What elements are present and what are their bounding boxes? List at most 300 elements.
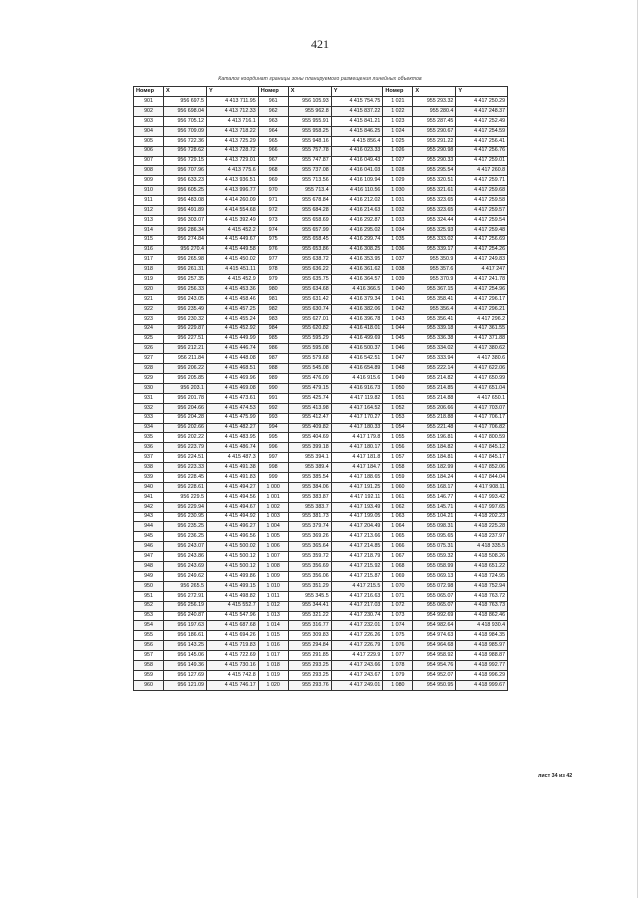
point-number: 930: [134, 384, 164, 394]
coord-y: 4 417 380.62: [456, 344, 508, 354]
coord-x: 955 678.84: [288, 196, 331, 206]
table-row: [134, 116, 508, 126]
coord-x: 956 729.15: [164, 156, 207, 166]
coord-y: 4 415 500.02: [207, 542, 259, 552]
point-number: 1 036: [383, 245, 413, 255]
coord-x: 955 334.02: [413, 344, 456, 354]
coord-y: 4 417 215.5: [331, 581, 383, 591]
coord-y: 4 416 308.25: [331, 245, 383, 255]
coord-y: 4 416 382.06: [331, 304, 383, 314]
coord-x: 956 230.32: [164, 314, 207, 324]
point-number: 961: [258, 97, 288, 107]
table-row: [134, 502, 508, 512]
point-number: 971: [258, 196, 288, 206]
coord-x: 956 256.19: [164, 601, 207, 611]
coord-y: 4 417 256.41: [456, 136, 508, 146]
coord-y: 4 418 985.97: [456, 641, 508, 651]
coord-y: 4 415 483.95: [207, 433, 259, 443]
coord-y: 4 415 453.36: [207, 285, 259, 295]
table-row: [134, 97, 508, 107]
coord-x: 955 344.41: [288, 601, 331, 611]
coord-y: 4 415 494.56: [207, 492, 259, 502]
coord-y: 4 417 622.06: [456, 364, 508, 374]
coord-x: 956 201.78: [164, 393, 207, 403]
coord-y: 4 417 254.96: [456, 285, 508, 295]
point-number: 977: [258, 255, 288, 265]
point-number: 1 000: [258, 482, 288, 492]
coord-y: 4 417 193.49: [331, 502, 383, 512]
coord-x: 956 243.07: [164, 542, 207, 552]
coord-x: 956 223.79: [164, 443, 207, 453]
coord-x: 955 381.73: [288, 512, 331, 522]
point-number: 978: [258, 265, 288, 275]
coord-y: 4 416 379.34: [331, 295, 383, 305]
coord-x: 956 286.34: [164, 225, 207, 235]
point-number: 918: [134, 265, 164, 275]
point-number: 1 079: [383, 670, 413, 680]
point-number: 974: [258, 225, 288, 235]
coord-y: 4 413 936.51: [207, 176, 259, 186]
table-row: [134, 265, 508, 275]
coord-y: 4 413 729.01: [207, 156, 259, 166]
coord-y: 4 417 651.04: [456, 384, 508, 394]
table-row: [134, 601, 508, 611]
table-caption: Каталог координат границы зоны планируемого размещения линейных объектов: [218, 76, 422, 82]
point-number: 1 063: [383, 512, 413, 522]
table-row: [134, 156, 508, 166]
point-number: 953: [134, 611, 164, 621]
point-number: 1 060: [383, 482, 413, 492]
coord-y: 4 415 500.12: [207, 552, 259, 562]
point-number: 1 054: [383, 423, 413, 433]
table-row: [134, 651, 508, 661]
coord-y: 4 415 487.3: [207, 453, 259, 463]
table-row: [134, 571, 508, 581]
table-row: [134, 453, 508, 463]
point-number: 923: [134, 314, 164, 324]
point-number: 999: [258, 473, 288, 483]
header-number: Номер: [134, 87, 164, 97]
point-number: 916: [134, 245, 164, 255]
table-row: [134, 205, 508, 215]
table-row: [134, 403, 508, 413]
point-number: 1 033: [383, 215, 413, 225]
coord-x: 956 256.33: [164, 285, 207, 295]
coord-y: 4 417 650.99: [456, 374, 508, 384]
coord-x: 955 290.33: [413, 156, 456, 166]
point-number: 946: [134, 542, 164, 552]
table-row: [134, 166, 508, 176]
coord-x: 955 316.77: [288, 621, 331, 631]
coord-y: 4 417 217.03: [331, 601, 383, 611]
point-number: 1 022: [383, 107, 413, 117]
coord-y: 4 415 496.27: [207, 522, 259, 532]
coord-x: 955 309.83: [288, 631, 331, 641]
table-row: [134, 562, 508, 572]
table-row: [134, 552, 508, 562]
coord-y: 4 415 694.26: [207, 631, 259, 641]
scan-edge-line: [637, 0, 638, 898]
coord-y: 4 418 724.95: [456, 571, 508, 581]
coord-y: 4 417 191.25: [331, 482, 383, 492]
coord-x: 955 684.28: [288, 205, 331, 215]
coord-y: 4 417 216.63: [331, 591, 383, 601]
coord-y: 4 413 712.33: [207, 107, 259, 117]
coord-y: 4 417 703.07: [456, 403, 508, 413]
point-number: 1 007: [258, 552, 288, 562]
point-number: 986: [258, 344, 288, 354]
point-number: 919: [134, 275, 164, 285]
table-row: [134, 413, 508, 423]
point-number: 1 012: [258, 601, 288, 611]
coord-x: 955 634.68: [288, 285, 331, 295]
point-number: 1 046: [383, 344, 413, 354]
coord-x: 955 098.31: [413, 522, 456, 532]
point-number: 990: [258, 384, 288, 394]
point-number: 1 057: [383, 453, 413, 463]
point-number: 941: [134, 492, 164, 502]
coord-x: 955 339.17: [413, 245, 456, 255]
table-header-row: [134, 87, 508, 97]
point-number: 1 005: [258, 532, 288, 542]
point-number: 967: [258, 156, 288, 166]
point-number: 966: [258, 146, 288, 156]
point-number: 992: [258, 403, 288, 413]
point-number: 1 059: [383, 473, 413, 483]
coord-y: 4 417 256.76: [456, 146, 508, 156]
point-number: 957: [134, 651, 164, 661]
coord-x: 956 270.4: [164, 245, 207, 255]
coord-y: 4 417 232.01: [331, 621, 383, 631]
point-number: 901: [134, 97, 164, 107]
coord-y: 4 416 212.02: [331, 196, 383, 206]
point-number: 1 075: [383, 631, 413, 641]
table-row: [134, 215, 508, 225]
coord-y: 4 413 716.1: [207, 116, 259, 126]
coord-y: 4 417 371.88: [456, 334, 508, 344]
coord-x: 955 357.6: [413, 265, 456, 275]
coord-y: 4 415 687.68: [207, 621, 259, 631]
coord-x: 954 950.95: [413, 680, 456, 690]
coord-y: 4 417 215.92: [331, 562, 383, 572]
coord-y: 4 418 763.72: [456, 591, 508, 601]
coord-x: 956 105.93: [288, 97, 331, 107]
coord-x: 955 321.22: [288, 611, 331, 621]
coord-x: 956 483.08: [164, 196, 207, 206]
point-number: 1 080: [383, 680, 413, 690]
coord-x: 955 365.64: [288, 542, 331, 552]
point-number: 1 041: [383, 295, 413, 305]
coord-x: 955 345.5: [288, 591, 331, 601]
point-number: 937: [134, 453, 164, 463]
coord-y: 4 418 999.67: [456, 680, 508, 690]
point-number: 964: [258, 126, 288, 136]
sheet-info: лист 34 из 42: [538, 773, 573, 779]
point-number: 908: [134, 166, 164, 176]
coord-y: 4 417 184.7: [331, 463, 383, 473]
coord-x: 956 265.98: [164, 255, 207, 265]
point-number: 1 023: [383, 116, 413, 126]
coord-x: 955 339.18: [413, 324, 456, 334]
coord-y: 4 417 226.79: [331, 641, 383, 651]
coord-x: 955 295.54: [413, 166, 456, 176]
coord-x: 955 409.82: [288, 423, 331, 433]
table-row: [134, 275, 508, 285]
coord-x: 956 121.09: [164, 680, 207, 690]
coord-y: 4 416 110.56: [331, 186, 383, 196]
point-number: 1 016: [258, 641, 288, 651]
table-row: [134, 492, 508, 502]
coord-x: 955 356.69: [288, 562, 331, 572]
point-number: 954: [134, 621, 164, 631]
point-number: 1 027: [383, 156, 413, 166]
point-number: 976: [258, 245, 288, 255]
point-number: 920: [134, 285, 164, 295]
coord-y: 4 418 237.97: [456, 532, 508, 542]
coord-x: 955 394.1: [288, 453, 331, 463]
point-number: 950: [134, 581, 164, 591]
point-number: 926: [134, 344, 164, 354]
coord-x: 955 206.66: [413, 403, 456, 413]
coord-y: 4 415 837.22: [331, 107, 383, 117]
header-x: X: [413, 87, 456, 97]
coordinate-table: [133, 86, 508, 691]
coord-y: 4 418 992.77: [456, 660, 508, 670]
table-row: [134, 670, 508, 680]
point-number: 1 050: [383, 384, 413, 394]
coord-x: 956 211.84: [164, 354, 207, 364]
coord-y: 4 417 214.85: [331, 542, 383, 552]
coord-y: 4 417 706.82: [456, 423, 508, 433]
point-number: 1 068: [383, 562, 413, 572]
coord-y: 4 415 486.74: [207, 443, 259, 453]
coord-y: 4 415 496.56: [207, 532, 259, 542]
point-number: 995: [258, 433, 288, 443]
coord-x: 955 072.98: [413, 581, 456, 591]
coord-x: 955 658.69: [288, 215, 331, 225]
coord-y: 4 415 449.67: [207, 235, 259, 245]
table-row: [134, 235, 508, 245]
point-number: 1 029: [383, 176, 413, 186]
coord-y: 4 415 491.83: [207, 473, 259, 483]
coord-y: 4 417 181.8: [331, 453, 383, 463]
point-number: 1 037: [383, 255, 413, 265]
coord-y: 4 417 249.01: [331, 680, 383, 690]
table-row: [134, 542, 508, 552]
coord-y: 4 415 457.25: [207, 304, 259, 314]
point-number: 1 006: [258, 542, 288, 552]
coord-y: 4 417 188.65: [331, 473, 383, 483]
point-number: 907: [134, 156, 164, 166]
coord-x: 955 214.88: [413, 393, 456, 403]
coord-x: 955 146.77: [413, 492, 456, 502]
coord-x: 955 280.4: [413, 107, 456, 117]
point-number: 1 028: [383, 166, 413, 176]
coord-x: 955 214.82: [413, 374, 456, 384]
coord-x: 956 227.51: [164, 334, 207, 344]
coord-y: 4 416 418.01: [331, 324, 383, 334]
point-number: 910: [134, 186, 164, 196]
coord-x: 955 359.72: [288, 552, 331, 562]
point-number: 984: [258, 324, 288, 334]
coord-x: 956 149.36: [164, 660, 207, 670]
table-row: [134, 591, 508, 601]
coord-y: 4 417 259.54: [456, 215, 508, 225]
coord-x: 956 223.33: [164, 463, 207, 473]
coord-x: 956 240.87: [164, 611, 207, 621]
coord-x: 956 303.07: [164, 215, 207, 225]
point-number: 1 077: [383, 651, 413, 661]
table-row: [134, 126, 508, 136]
coord-y: 4 415 452.92: [207, 324, 259, 334]
point-number: 1 061: [383, 492, 413, 502]
point-number: 993: [258, 413, 288, 423]
coord-y: 4 417 296.21: [456, 304, 508, 314]
point-number: 1 048: [383, 364, 413, 374]
coord-x: 955 955.91: [288, 116, 331, 126]
coord-x: 955 948.16: [288, 136, 331, 146]
point-number: 1 021: [383, 97, 413, 107]
coord-y: 4 417 170.27: [331, 413, 383, 423]
table-row: [134, 641, 508, 651]
table-row: [134, 146, 508, 156]
header-y: Y: [331, 87, 383, 97]
point-number: 933: [134, 413, 164, 423]
coord-y: 4 418 202.23: [456, 512, 508, 522]
point-number: 905: [134, 136, 164, 146]
point-number: 975: [258, 235, 288, 245]
point-number: 924: [134, 324, 164, 334]
coord-y: 4 415 552.7: [207, 601, 259, 611]
coord-y: 4 415 452.9: [207, 275, 259, 285]
point-number: 1 039: [383, 275, 413, 285]
coord-y: 4 417 192.11: [331, 492, 383, 502]
coord-x: 956 235.25: [164, 522, 207, 532]
point-number: 921: [134, 295, 164, 305]
coord-y: 4 417 380.6: [456, 354, 508, 364]
point-number: 947: [134, 552, 164, 562]
coord-x: 956 274.84: [164, 235, 207, 245]
point-number: 1 065: [383, 532, 413, 542]
point-number: 1 011: [258, 591, 288, 601]
coord-x: 956 728.62: [164, 146, 207, 156]
point-number: 912: [134, 205, 164, 215]
point-number: 934: [134, 423, 164, 433]
point-number: 1 073: [383, 611, 413, 621]
point-number: 998: [258, 463, 288, 473]
coord-y: 4 417 179.8: [331, 433, 383, 443]
header-y: Y: [207, 87, 259, 97]
header-number: Номер: [383, 87, 413, 97]
coord-x: 955 404.69: [288, 433, 331, 443]
table-row: [134, 304, 508, 314]
table-row: [134, 384, 508, 394]
coord-y: 4 417 230.74: [331, 611, 383, 621]
point-number: 949: [134, 571, 164, 581]
coord-x: 955 350.9: [413, 255, 456, 265]
coord-x: 955 579.68: [288, 354, 331, 364]
coord-y: 4 417 259.01: [456, 156, 508, 166]
coord-x: 955 222.14: [413, 364, 456, 374]
coord-y: 4 417 800.59: [456, 433, 508, 443]
coord-x: 955 184.82: [413, 443, 456, 453]
coord-y: 4 416 299.74: [331, 235, 383, 245]
coord-y: 4 417 256.69: [456, 235, 508, 245]
point-number: 1 070: [383, 581, 413, 591]
coord-x: 956 229.94: [164, 502, 207, 512]
point-number: 1 018: [258, 660, 288, 670]
coord-y: 4 413 728.72: [207, 146, 259, 156]
coord-y: 4 413 996.77: [207, 186, 259, 196]
point-number: 1 020: [258, 680, 288, 690]
coord-x: 956 243.86: [164, 552, 207, 562]
coord-x: 955 196.81: [413, 433, 456, 443]
point-number: 928: [134, 364, 164, 374]
point-number: 982: [258, 304, 288, 314]
coord-x: 956 229.5: [164, 492, 207, 502]
coord-x: 954 964.68: [413, 641, 456, 651]
point-number: 1 025: [383, 136, 413, 146]
coord-y: 4 415 856.4: [331, 136, 383, 146]
point-number: 1 017: [258, 651, 288, 661]
coord-x: 955 294.84: [288, 641, 331, 651]
coord-y: 4 415 449.99: [207, 334, 259, 344]
coord-y: 4 417 243.66: [331, 660, 383, 670]
coord-x: 955 336.38: [413, 334, 456, 344]
coord-x: 955 184.81: [413, 453, 456, 463]
coord-x: 955 747.87: [288, 156, 331, 166]
point-number: 979: [258, 275, 288, 285]
table-row: [134, 295, 508, 305]
coord-y: 4 416 654.89: [331, 364, 383, 374]
point-number: 1 049: [383, 374, 413, 384]
point-number: 917: [134, 255, 164, 265]
point-number: 935: [134, 433, 164, 443]
coord-y: 4 418 988.87: [456, 651, 508, 661]
coord-y: 4 415 494.27: [207, 482, 259, 492]
point-number: 1 035: [383, 235, 413, 245]
coord-y: 4 418 651.22: [456, 562, 508, 572]
coord-x: 955 287.45: [413, 116, 456, 126]
table-row: [134, 463, 508, 473]
coord-x: 955 367.15: [413, 285, 456, 295]
header-x: X: [288, 87, 331, 97]
coord-x: 955 065.07: [413, 601, 456, 611]
point-number: 1 001: [258, 492, 288, 502]
coord-y: 4 415 468.51: [207, 364, 259, 374]
point-number: 962: [258, 107, 288, 117]
coord-y: 4 418 930.4: [456, 621, 508, 631]
coord-x: 956 230.95: [164, 512, 207, 522]
table-row: [134, 473, 508, 483]
point-number: 955: [134, 631, 164, 641]
point-number: 944: [134, 522, 164, 532]
coord-y: 4 417 213.66: [331, 532, 383, 542]
coord-y: 4 417 164.52: [331, 403, 383, 413]
point-number: 943: [134, 512, 164, 522]
point-number: 1 030: [383, 186, 413, 196]
coord-x: 956 204.66: [164, 403, 207, 413]
coord-y: 4 415 742.8: [207, 670, 259, 680]
point-number: 988: [258, 364, 288, 374]
point-number: 911: [134, 196, 164, 206]
coord-x: 954 982.64: [413, 621, 456, 631]
coord-x: 955 383.87: [288, 492, 331, 502]
point-number: 1 024: [383, 126, 413, 136]
point-number: 927: [134, 354, 164, 364]
coord-x: 956 186.61: [164, 631, 207, 641]
coord-x: 955 356.06: [288, 571, 331, 581]
